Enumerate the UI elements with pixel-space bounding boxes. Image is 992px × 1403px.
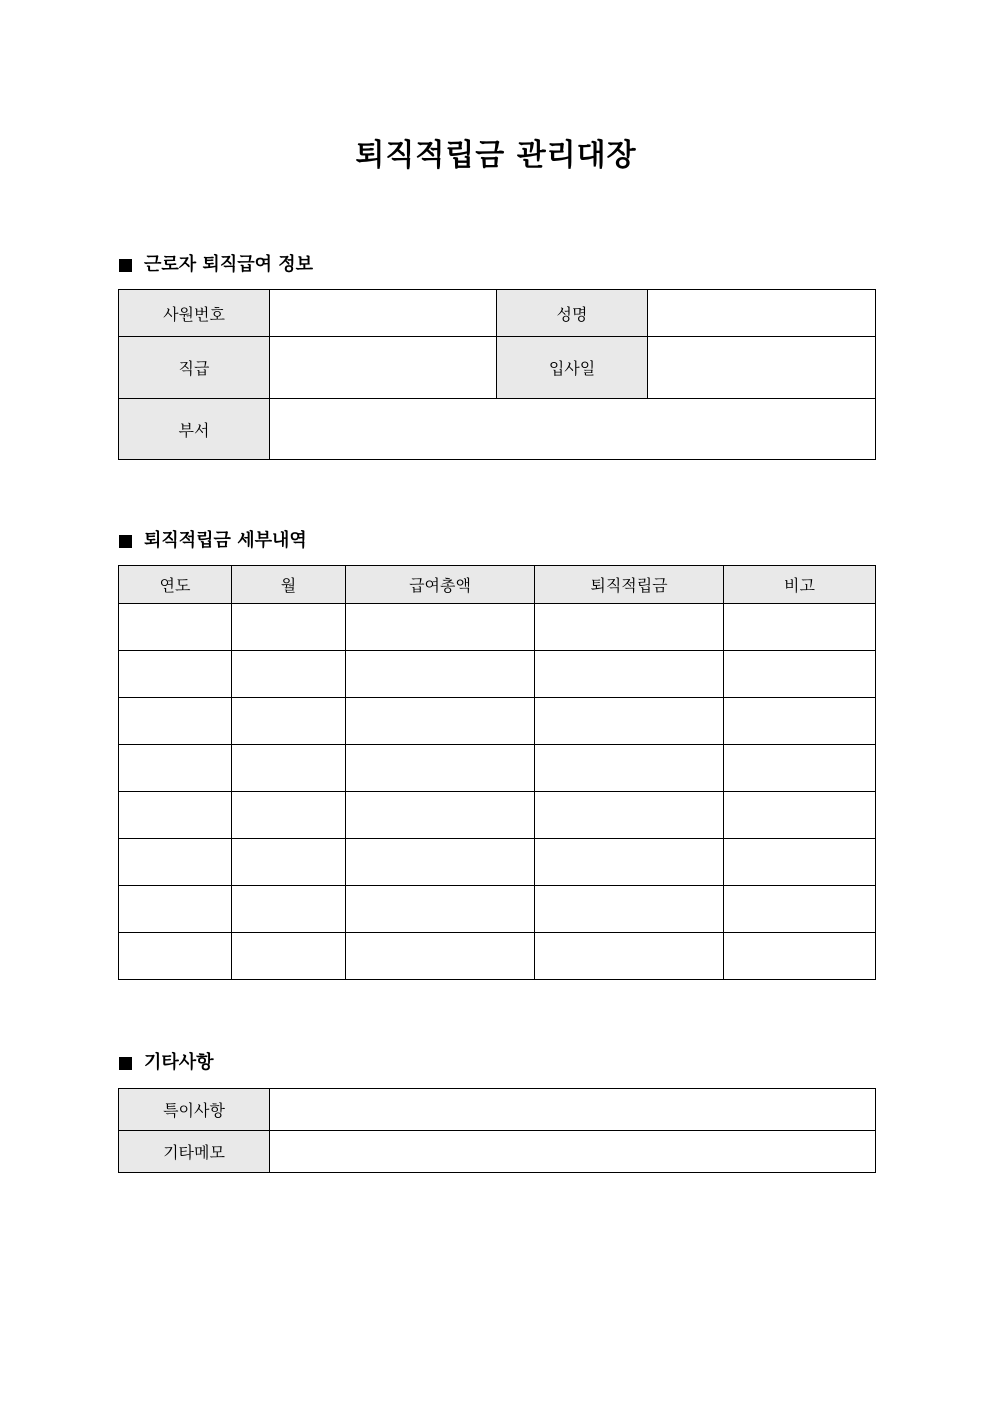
section-heading-text: 퇴직적립금 세부내역 xyxy=(144,530,307,551)
employee-no-field[interactable] xyxy=(270,290,497,337)
cell-month[interactable] xyxy=(232,698,346,745)
misc-table xyxy=(118,1088,876,1173)
table-row xyxy=(119,839,876,886)
cell-retirement-reserve[interactable] xyxy=(535,886,724,933)
cell-year[interactable] xyxy=(119,604,232,651)
cell-retirement-reserve[interactable] xyxy=(535,933,724,980)
cell-month[interactable] xyxy=(232,604,346,651)
page-title: 퇴직적립금 관리대장 xyxy=(355,138,637,173)
section-heading-details xyxy=(119,529,307,553)
hire-date-label: 입사일 xyxy=(497,337,648,399)
table-row xyxy=(119,337,876,399)
table-row xyxy=(119,1131,876,1173)
table-row xyxy=(119,604,876,651)
employee-no-label: 사원번호 xyxy=(119,290,270,337)
cell-year[interactable] xyxy=(119,792,232,839)
position-label: 직급 xyxy=(119,337,270,399)
table-row xyxy=(119,1089,876,1131)
table-row xyxy=(119,886,876,933)
table-row xyxy=(119,651,876,698)
column-header-retirement-reserve: 퇴직적립금 xyxy=(535,566,724,604)
square-bullet-icon xyxy=(119,259,132,272)
position-field[interactable] xyxy=(270,337,497,399)
special-notes-field[interactable] xyxy=(270,1089,876,1131)
cell-remarks[interactable] xyxy=(724,745,876,792)
hire-date-field[interactable] xyxy=(648,337,876,399)
cell-month[interactable] xyxy=(232,839,346,886)
cell-remarks[interactable] xyxy=(724,604,876,651)
column-header-total-salary: 급여총액 xyxy=(346,566,535,604)
section-heading-misc xyxy=(119,1051,214,1075)
section-heading-text: 근로자 퇴직급여 정보 xyxy=(144,254,314,275)
cell-month[interactable] xyxy=(232,933,346,980)
table-row xyxy=(119,698,876,745)
cell-retirement-reserve[interactable] xyxy=(535,745,724,792)
section-heading-text: 기타사항 xyxy=(144,1052,214,1073)
table-row xyxy=(119,745,876,792)
cell-year[interactable] xyxy=(119,886,232,933)
cell-retirement-reserve[interactable] xyxy=(535,792,724,839)
column-header-year: 연도 xyxy=(119,566,232,604)
table-row xyxy=(119,290,876,337)
cell-total-salary[interactable] xyxy=(346,839,535,886)
cell-year[interactable] xyxy=(119,745,232,792)
cell-remarks[interactable] xyxy=(724,886,876,933)
cell-remarks[interactable] xyxy=(724,933,876,980)
cell-remarks[interactable] xyxy=(724,651,876,698)
table-row xyxy=(119,792,876,839)
worker-info-table xyxy=(118,289,876,460)
table-row xyxy=(119,933,876,980)
cell-retirement-reserve[interactable] xyxy=(535,651,724,698)
cell-total-salary[interactable] xyxy=(346,651,535,698)
cell-month[interactable] xyxy=(232,745,346,792)
special-notes-label: 특이사항 xyxy=(119,1089,270,1131)
cell-year[interactable] xyxy=(119,933,232,980)
cell-retirement-reserve[interactable] xyxy=(535,839,724,886)
cell-total-salary[interactable] xyxy=(346,933,535,980)
other-memo-label: 기타메모 xyxy=(119,1131,270,1173)
cell-remarks[interactable] xyxy=(724,698,876,745)
table-row xyxy=(119,399,876,460)
cell-remarks[interactable] xyxy=(724,839,876,886)
name-label: 성명 xyxy=(497,290,648,337)
cell-month[interactable] xyxy=(232,886,346,933)
cell-retirement-reserve[interactable] xyxy=(535,604,724,651)
cell-year[interactable] xyxy=(119,698,232,745)
other-memo-field[interactable] xyxy=(270,1131,876,1173)
cell-month[interactable] xyxy=(232,651,346,698)
department-field[interactable] xyxy=(270,399,876,460)
cell-total-salary[interactable] xyxy=(346,792,535,839)
cell-year[interactable] xyxy=(119,651,232,698)
name-field[interactable] xyxy=(648,290,876,337)
department-label: 부서 xyxy=(119,399,270,460)
cell-total-salary[interactable] xyxy=(346,604,535,651)
column-header-month: 월 xyxy=(232,566,346,604)
cell-month[interactable] xyxy=(232,792,346,839)
table-header-row xyxy=(119,566,876,604)
cell-total-salary[interactable] xyxy=(346,886,535,933)
cell-total-salary[interactable] xyxy=(346,745,535,792)
cell-retirement-reserve[interactable] xyxy=(535,698,724,745)
cell-year[interactable] xyxy=(119,839,232,886)
retirement-details-table xyxy=(118,565,876,980)
cell-total-salary[interactable] xyxy=(346,698,535,745)
section-heading-worker-info xyxy=(119,253,313,277)
square-bullet-icon xyxy=(119,535,132,548)
square-bullet-icon xyxy=(119,1057,132,1070)
cell-remarks[interactable] xyxy=(724,792,876,839)
column-header-remarks: 비고 xyxy=(724,566,876,604)
